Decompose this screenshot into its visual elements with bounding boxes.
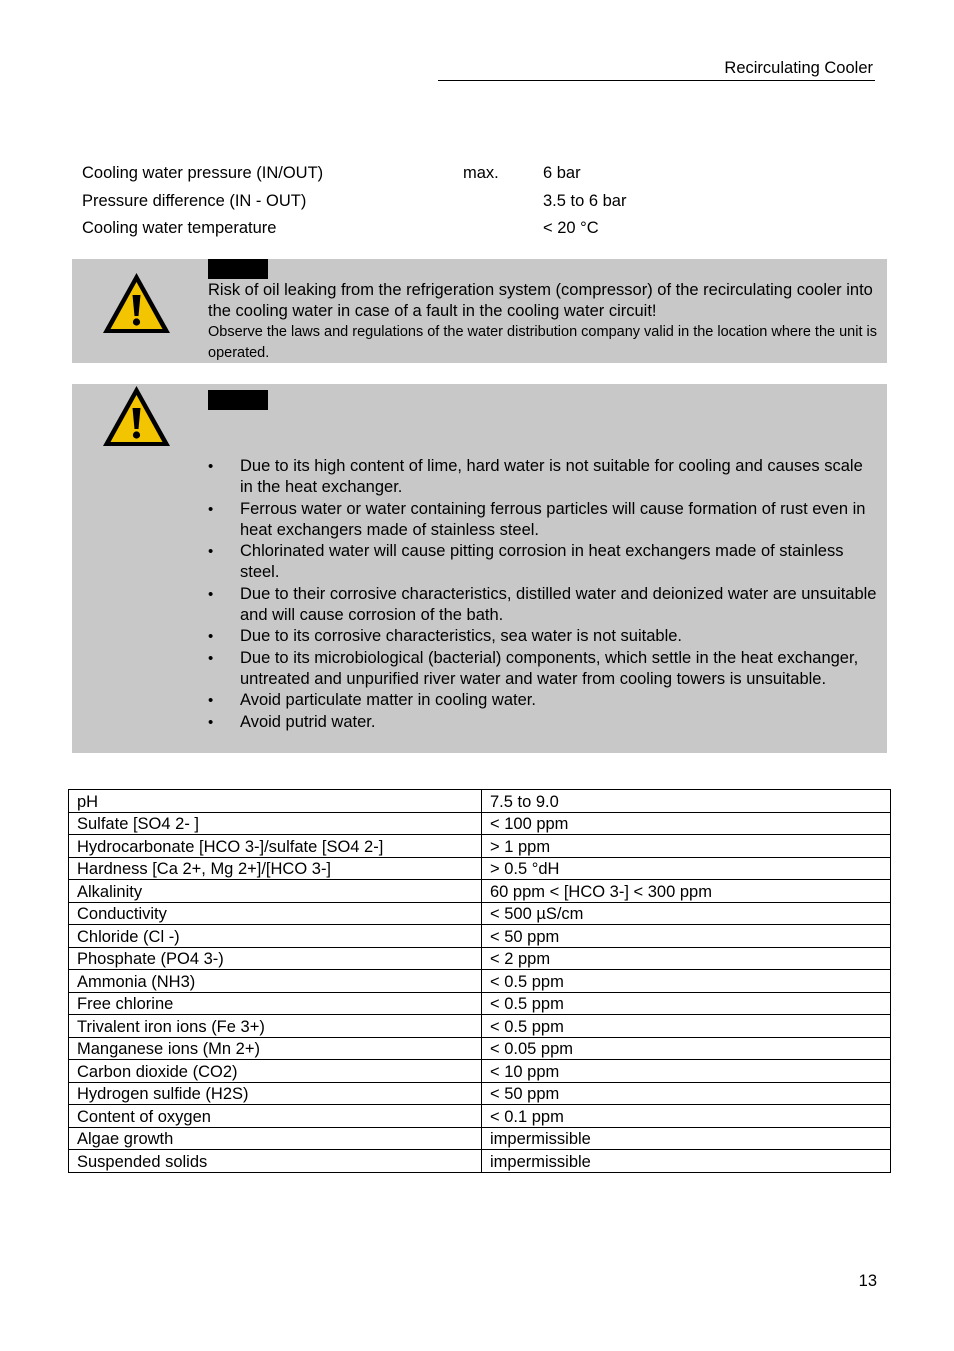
value-cell: < 100 ppm — [482, 812, 891, 835]
value-cell: < 0.5 ppm — [482, 970, 891, 993]
header-rule — [438, 80, 875, 81]
value-cell: < 0.5 ppm — [482, 992, 891, 1015]
water-quality-caution-box — [72, 384, 887, 753]
list-item: • Due to its microbiological (bacterial) components, which settle in the heat exchanger, untreated and unpurified river water and water from cooling towers is unsuitable. — [208, 648, 878, 690]
value-cell: < 0.1 ppm — [482, 1105, 891, 1128]
warning-subtext: Observe the laws and regulations of the water distribution company valid in the location where the unit is operated. — [208, 324, 877, 361]
parameter-cell: Carbon dioxide (CO2) — [69, 1060, 482, 1083]
value-cell: < 50 ppm — [482, 925, 891, 948]
table-row — [69, 812, 891, 835]
page-number: 13 — [858, 1272, 877, 1290]
spec-label: Pressure difference (IN - OUT) — [82, 191, 307, 210]
table-row — [69, 835, 891, 858]
list-item: • Ferrous water or water containing ferrous particles will cause formation of rust even in heat exchangers made of stainless steel. — [208, 499, 878, 541]
parameter-cell: Conductivity — [69, 902, 482, 925]
parameter-cell: Free chlorine — [69, 992, 482, 1015]
spec-value: 6 bar — [543, 164, 581, 182]
value-cell: impermissible — [482, 1150, 891, 1173]
value-cell: impermissible — [482, 1127, 891, 1150]
table-row — [69, 1150, 891, 1173]
table-row — [69, 1015, 891, 1038]
value-cell: < 0.05 ppm — [482, 1037, 891, 1060]
list-item: • Avoid putrid water. — [208, 712, 878, 733]
warning-triangle-icon — [101, 271, 172, 335]
parameter-cell: Sulfate [SO4 2- ] — [69, 812, 482, 835]
value-cell: > 1 ppm — [482, 835, 891, 858]
parameter-cell: Content of oxygen — [69, 1105, 482, 1128]
table-row — [69, 902, 891, 925]
parameter-cell: Trivalent iron ions (Fe 3+) — [69, 1015, 482, 1038]
signal-word-bar — [208, 259, 268, 279]
list-item: • Avoid particulate matter in cooling water. — [208, 690, 878, 711]
spec-value: 3.5 to 6 bar — [543, 191, 627, 210]
value-cell: < 500 µS/cm — [482, 902, 891, 925]
spec-qualifier: max. — [463, 164, 499, 182]
parameter-cell: Algae growth — [69, 1127, 482, 1150]
table-row — [69, 992, 891, 1015]
parameter-cell: Hardness [Ca 2+, Mg 2+]/[HCO 3-] — [69, 857, 482, 880]
value-cell: < 0.5 ppm — [482, 1015, 891, 1038]
value-cell: < 50 ppm — [482, 1082, 891, 1105]
list-item: • Due to their corrosive characteristics, distilled water and deionized water are unsuitable and will cause corrosion of the bath. — [208, 584, 878, 626]
water-quality-table — [68, 789, 891, 1173]
oil-leak-warning-box — [72, 259, 887, 363]
list-item: • Due to its high content of lime, hard water is not suitable for cooling and causes scale in the heat exchanger. — [208, 456, 878, 498]
table-row — [69, 1082, 891, 1105]
spec-value: < 20 °C — [543, 219, 599, 237]
list-item: • Due to its corrosive characteristics, sea water is not suitable. — [208, 626, 878, 647]
parameter-cell: Manganese ions (Mn 2+) — [69, 1037, 482, 1060]
table-row — [69, 947, 891, 970]
table-row — [69, 880, 891, 903]
table-row — [69, 1037, 891, 1060]
parameter-cell: Ammonia (NH3) — [69, 970, 482, 993]
warning-triangle-icon — [101, 384, 172, 448]
parameter-cell: Hydrogen sulfide (H2S) — [69, 1082, 482, 1105]
signal-word-bar — [208, 390, 268, 410]
spec-label: Cooling water temperature — [82, 219, 277, 237]
table-row — [69, 925, 891, 948]
value-cell: 60 ppm < [HCO 3-] < 300 ppm — [482, 880, 891, 903]
table-row — [69, 1060, 891, 1083]
value-cell: < 10 ppm — [482, 1060, 891, 1083]
warning-text: Risk of oil leaking from the refrigeration system (compressor) of the recirculating cooler into the cooling water in case of a fault in the cooling water circuit! — [208, 281, 873, 320]
list-item: • Chlorinated water will cause pitting corrosion in heat exchangers made of stainless steel. — [208, 541, 878, 583]
table-row — [69, 1127, 891, 1150]
parameter-cell: Chloride (Cl -) — [69, 925, 482, 948]
parameter-cell: Phosphate (PO4 3-) — [69, 947, 482, 970]
parameter-cell: Suspended solids — [69, 1150, 482, 1173]
value-cell: 7.5 to 9.0 — [482, 790, 891, 813]
table-row — [69, 970, 891, 993]
value-cell: > 0.5 °dH — [482, 857, 891, 880]
table-row — [69, 1105, 891, 1128]
parameter-cell: pH — [69, 790, 482, 813]
running-header: Recirculating Cooler — [724, 59, 873, 77]
parameter-cell: Hydrocarbonate [HCO 3-]/sulfate [SO4 2-] — [69, 835, 482, 858]
table-row — [69, 790, 891, 813]
table-row — [69, 857, 891, 880]
caution-list — [208, 456, 878, 733]
value-cell: < 2 ppm — [482, 947, 891, 970]
spec-label: Cooling water pressure (IN/OUT) — [82, 164, 324, 182]
parameter-cell: Alkalinity — [69, 880, 482, 903]
